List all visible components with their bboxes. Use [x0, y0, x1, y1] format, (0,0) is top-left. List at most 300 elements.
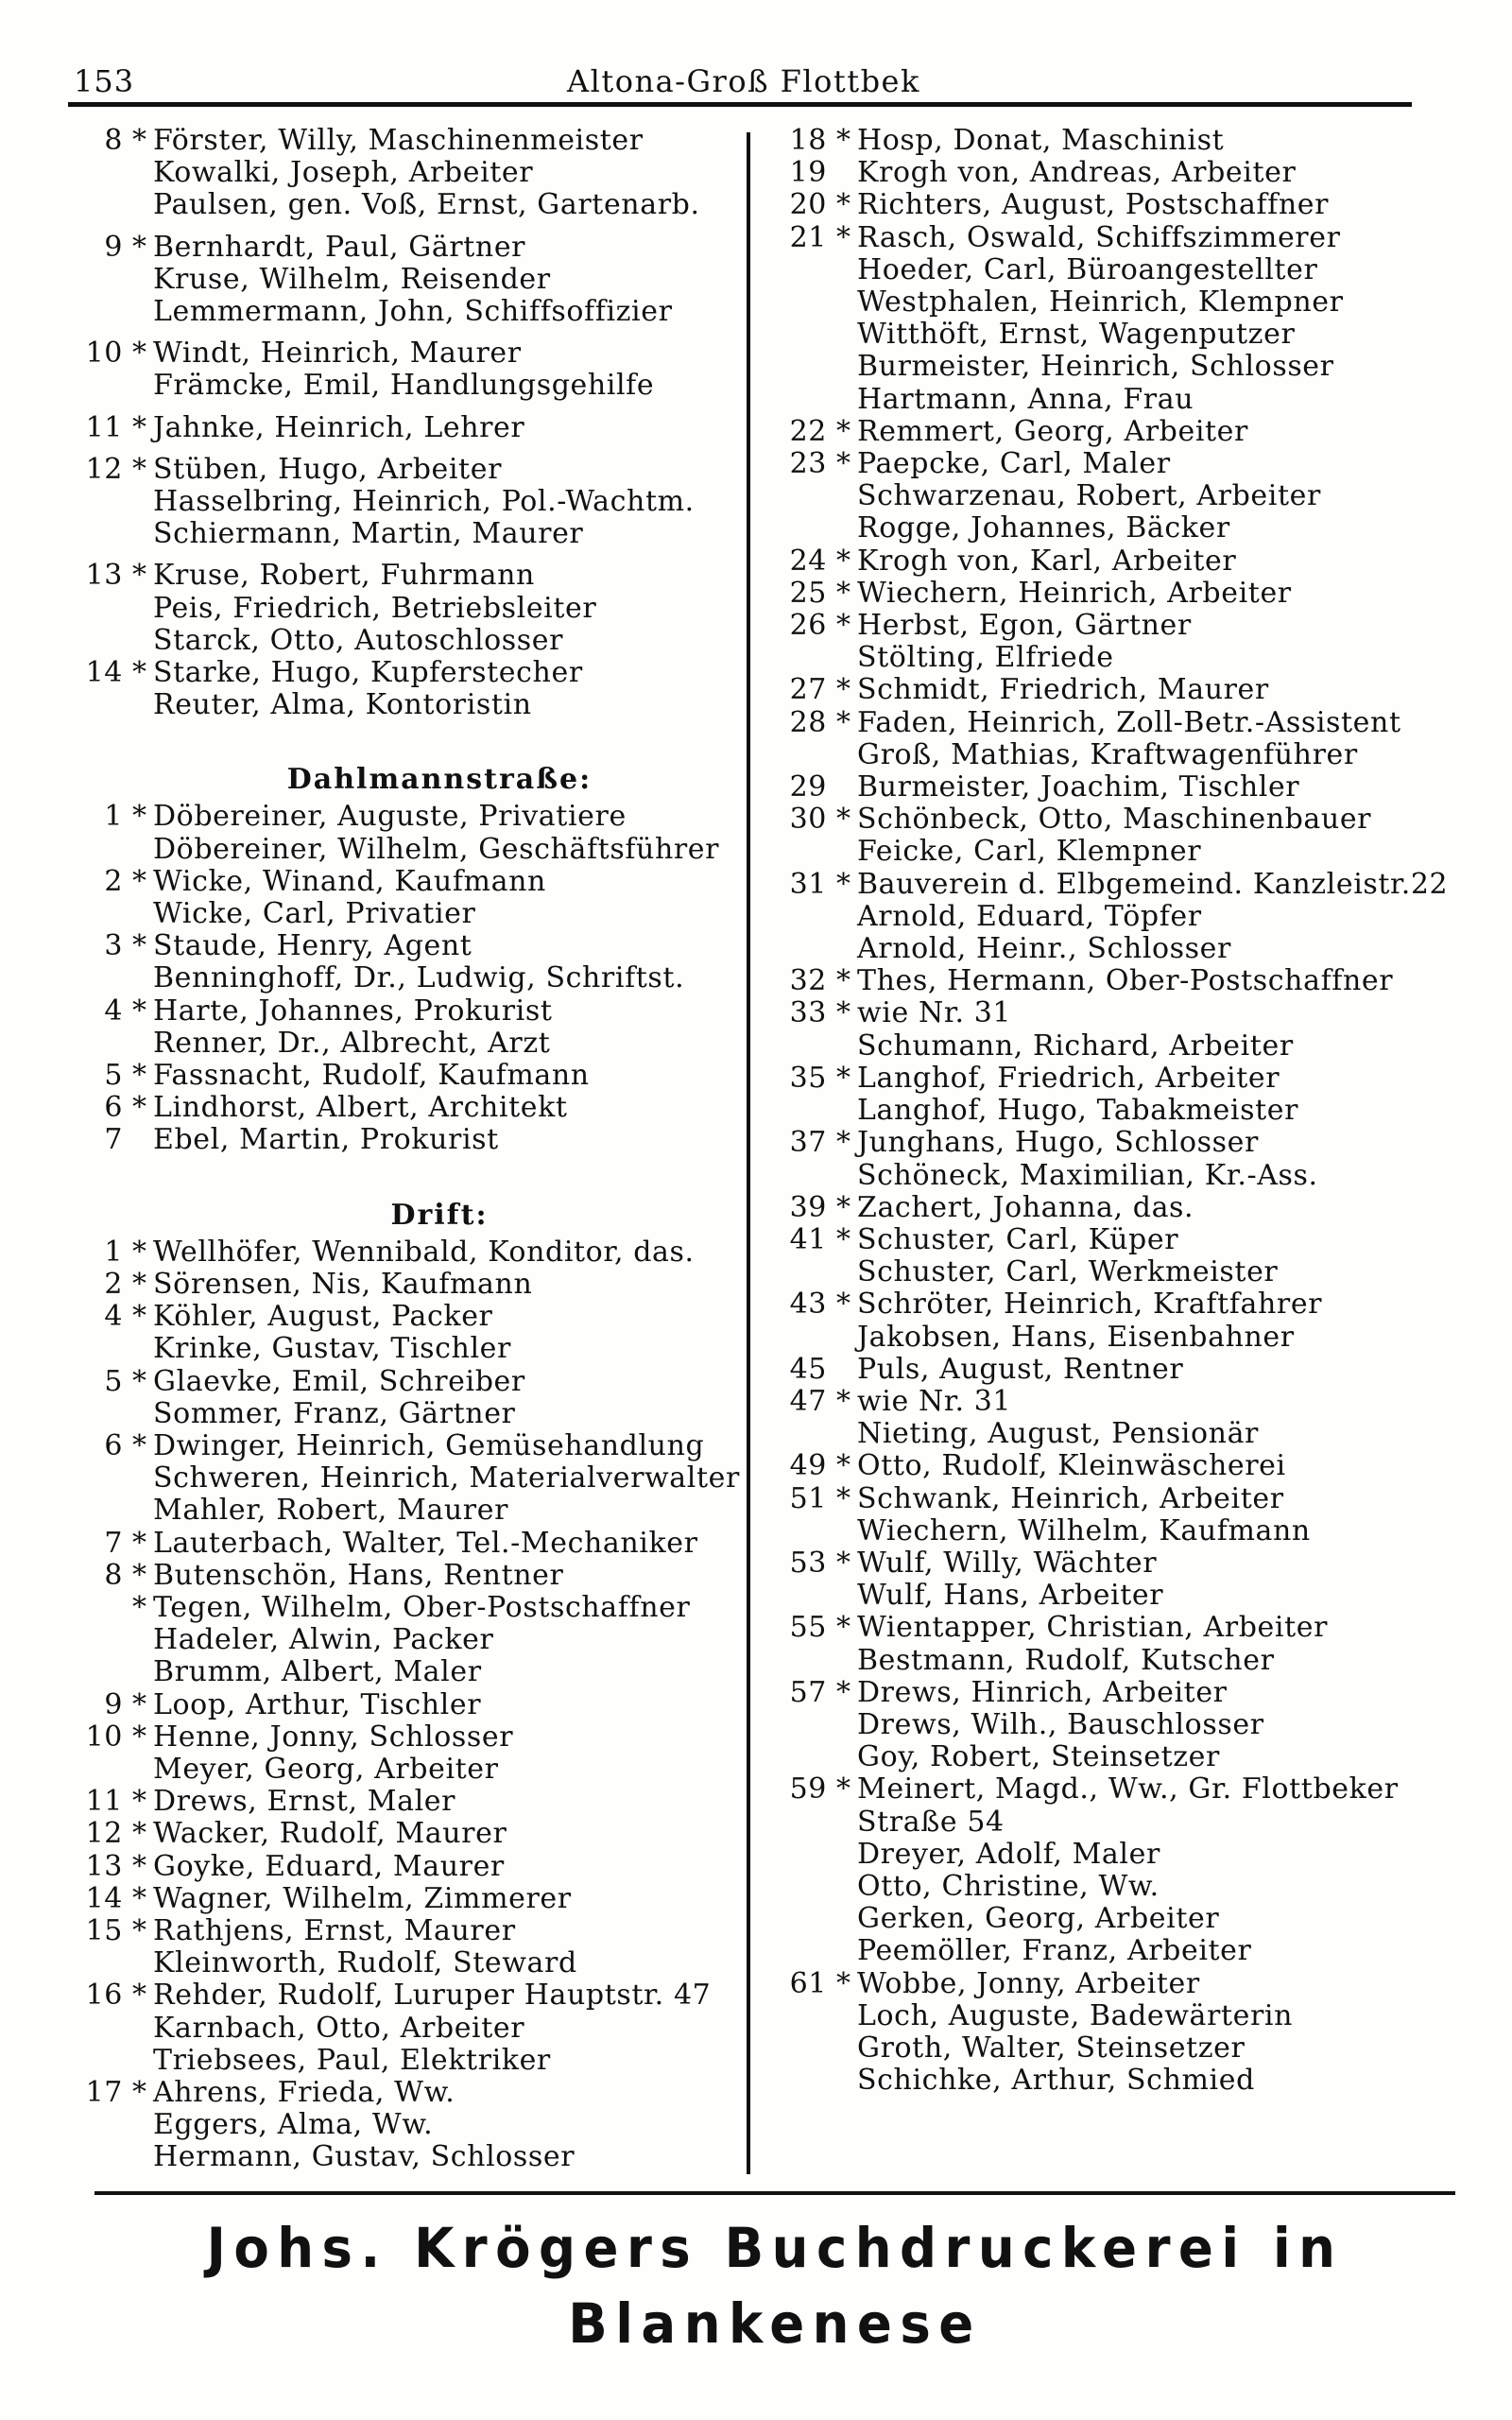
directory-entry	[57, 1462, 747, 1495]
directory-entry	[770, 157, 1446, 189]
owner-marker: *	[836, 1288, 851, 1322]
house-number: 14	[85, 656, 123, 690]
owner-marker: *	[132, 1526, 147, 1560]
owner-marker	[836, 286, 857, 319]
house-number	[57, 834, 132, 866]
resident-name: Paepcke, Carl, Maler	[857, 447, 1171, 481]
directory-entry	[57, 1915, 747, 1947]
house-number	[57, 2109, 132, 2141]
directory-entry	[57, 1656, 747, 1688]
directory-entry	[57, 625, 747, 657]
resident-name: Eggers, Alma, Ww.	[153, 2108, 434, 2142]
directory-entry	[57, 2141, 747, 2173]
resident-name: Wiechern, Wilhelm, Kaufmann	[857, 1513, 1311, 1547]
directory-entry	[57, 1430, 747, 1462]
right-column	[770, 124, 1449, 2098]
house-number	[770, 1095, 836, 1127]
house-number	[57, 189, 132, 221]
owner-marker: *	[132, 1267, 147, 1301]
house-number: 5	[104, 1059, 123, 1093]
owner-marker: *	[132, 656, 147, 690]
directory-entry	[57, 801, 747, 833]
house-number: 57	[789, 1675, 827, 1709]
resident-name: Jahnke, Heinrich, Lehrer	[153, 410, 525, 444]
owner-marker: *	[132, 2075, 147, 2109]
owner-marker: *	[132, 1785, 147, 1819]
house-number: 37	[789, 1126, 827, 1160]
owner-marker	[132, 1947, 153, 1979]
directory-entry	[57, 232, 747, 264]
owner-marker	[836, 1645, 857, 1677]
owner-marker	[836, 1871, 857, 1903]
directory-entry	[770, 867, 1449, 901]
resident-name: Lemmermann, John, Schiffsoffizier	[153, 295, 673, 329]
house-number: 49	[789, 1449, 827, 1483]
owner-marker	[132, 1124, 153, 1156]
resident-name: Lindhorst, Albert, Architekt	[153, 1091, 568, 1125]
house-number	[770, 1515, 836, 1547]
directory-entry	[57, 454, 747, 486]
house-number	[770, 642, 836, 674]
house-number: 32	[789, 964, 827, 998]
house-number	[57, 264, 132, 296]
house-number: 53	[789, 1546, 827, 1580]
directory-entry	[770, 222, 1446, 254]
directory-entry	[770, 997, 1446, 1029]
directory-entry	[770, 1030, 1446, 1063]
directory-entry	[770, 1095, 1446, 1127]
directory-entry	[770, 1968, 1446, 2000]
resident-name: Krogh von, Andreas, Arbeiter	[857, 156, 1297, 190]
house-number	[57, 2045, 132, 2077]
owner-marker	[132, 1754, 153, 1786]
owner-marker	[836, 480, 857, 512]
resident-name: Schmidt, Friedrich, Maurer	[857, 673, 1269, 707]
owner-marker: *	[132, 1235, 147, 1269]
directory-entry	[770, 545, 1446, 578]
house-number: 20	[789, 188, 827, 222]
spacer	[57, 721, 747, 759]
directory-entry	[770, 1612, 1446, 1644]
owner-marker: *	[132, 337, 147, 371]
directory-entry	[57, 2045, 747, 2077]
owner-marker	[836, 933, 857, 965]
house-number	[57, 625, 132, 657]
owner-marker	[836, 384, 857, 416]
directory-entry	[770, 189, 1446, 221]
owner-marker: *	[132, 1817, 147, 1851]
directory-entry	[770, 2000, 1446, 2032]
house-number	[57, 1592, 132, 1624]
owner-marker	[836, 836, 857, 868]
owner-marker: *	[836, 414, 851, 448]
owner-marker	[836, 1741, 857, 1773]
house-number: 24	[789, 544, 827, 578]
house-number: 6	[104, 1428, 123, 1462]
directory-entry	[770, 286, 1446, 319]
directory-entry	[770, 836, 1446, 868]
directory-entry	[57, 1851, 747, 1883]
house-number	[57, 898, 132, 930]
directory-entry	[770, 1224, 1446, 1256]
resident-name: Schwarzenau, Robert, Arbeiter	[857, 479, 1321, 513]
house-number	[57, 1624, 132, 1656]
house-number	[57, 1398, 132, 1430]
owner-marker: *	[132, 1687, 147, 1721]
house-number: 26	[789, 609, 827, 643]
house-number	[770, 384, 836, 416]
resident-name: wie Nr. 31	[857, 1384, 1012, 1418]
directory-entry	[57, 1236, 747, 1269]
resident-name: Schichke, Arthur, Schmied	[857, 2064, 1255, 2098]
directory-entry	[57, 898, 747, 930]
directory-entry	[57, 1495, 747, 1527]
directory-entry	[770, 1580, 1446, 1612]
owner-marker: *	[836, 609, 851, 643]
owner-marker	[836, 1354, 857, 1386]
house-number: 13	[85, 559, 123, 593]
directory-entry	[770, 512, 1446, 544]
directory-entry	[57, 930, 747, 962]
directory-entry	[770, 1354, 1446, 1386]
owner-marker: *	[132, 1300, 147, 1334]
directory-entry	[770, 1288, 1446, 1321]
directory-entry	[770, 1677, 1446, 1709]
resident-name: Schweren, Heinrich, Materialverwalter	[153, 1461, 740, 1495]
resident-name: Goy, Robert, Steinsetzer	[857, 1740, 1220, 1774]
house-number: 15	[85, 1913, 123, 1947]
house-number: 11	[85, 410, 123, 444]
owner-marker: *	[836, 1772, 851, 1806]
directory-entry	[57, 995, 747, 1028]
directory-entry	[57, 2109, 747, 2141]
house-number	[770, 512, 836, 544]
owner-marker	[836, 1709, 857, 1741]
house-number	[770, 286, 836, 319]
directory-entry	[57, 1366, 747, 1398]
owner-marker: *	[836, 220, 851, 254]
resident-name: Sörensen, Nis, Kaufmann	[153, 1267, 533, 1301]
directory-entry	[57, 1092, 747, 1124]
house-number: 9	[104, 230, 123, 264]
directory-entry	[770, 1773, 1446, 1806]
resident-name: Starck, Otto, Autoschlosser	[153, 623, 564, 657]
owner-marker	[132, 1028, 153, 1060]
owner-marker: *	[132, 1881, 147, 1915]
owner-marker: *	[836, 1966, 851, 2000]
owner-marker	[132, 264, 153, 296]
resident-name: Wientapper, Christian, Arbeiter	[857, 1611, 1329, 1645]
resident-name: Goyke, Eduard, Maurer	[153, 1849, 505, 1883]
owner-marker: *	[132, 230, 147, 264]
house-number: 11	[85, 1785, 123, 1819]
house-number	[57, 1754, 132, 1786]
resident-name: Renner, Dr., Albrecht, Arzt	[153, 1026, 551, 1060]
owner-marker	[132, 1656, 153, 1688]
owner-marker	[132, 1624, 153, 1656]
directory-entry	[770, 1806, 1446, 1839]
house-number: 25	[789, 576, 827, 610]
house-number	[57, 1656, 132, 1688]
owner-marker	[132, 486, 153, 518]
resident-name: Kowalki, Joseph, Arbeiter	[153, 156, 534, 190]
resident-name: Schumann, Richard, Arbeiter	[857, 1028, 1294, 1063]
resident-name: Dreyer, Adolf, Maler	[857, 1837, 1160, 1871]
house-number: 28	[789, 705, 827, 739]
house-number: 7	[104, 1526, 123, 1560]
resident-name: Schönbeck, Otto, Maschinenbauer	[857, 803, 1372, 837]
house-number	[770, 254, 836, 286]
house-number: 18	[789, 124, 827, 157]
directory-entry	[57, 157, 747, 189]
directory-entry	[770, 1386, 1446, 1418]
house-number: 35	[789, 1061, 827, 1095]
house-number: 21	[789, 220, 827, 254]
resident-name: Wicke, Carl, Privatier	[153, 897, 476, 931]
directory-entry	[770, 1871, 1446, 1903]
house-number: 10	[85, 1720, 123, 1754]
house-number	[57, 518, 132, 550]
street-heading: Dahlmannstraße:	[286, 763, 593, 797]
directory-entry	[57, 1124, 747, 1156]
resident-name: Thes, Hermann, Ober-Postschaffner	[857, 964, 1394, 998]
resident-name: Bernhardt, Paul, Gärtner	[153, 230, 526, 264]
resident-name: Puls, August, Rentner	[857, 1352, 1184, 1386]
directory-entry	[770, 1256, 1446, 1288]
resident-name: Rehder, Rudolf, Luruper Hauptstr. 47	[153, 1979, 712, 2013]
house-number: 2	[104, 1267, 123, 1301]
owner-marker: *	[132, 1558, 147, 1592]
header-rule	[68, 102, 1412, 107]
house-number	[57, 593, 132, 625]
owner-marker: *	[836, 996, 851, 1030]
resident-name: Bauverein d. Elbgemeind. Kanzleistr.22	[857, 867, 1449, 901]
directory-entry	[770, 1547, 1446, 1580]
street-heading: Drift:	[390, 1198, 489, 1232]
owner-marker	[132, 296, 153, 328]
house-number: 30	[789, 803, 827, 837]
resident-name: Drews, Ernst, Maler	[153, 1785, 456, 1819]
resident-name: Feicke, Carl, Klempner	[857, 835, 1202, 869]
owner-marker: *	[836, 1061, 851, 1095]
resident-name: Schöneck, Maximilian, Kr.-Ass.	[857, 1158, 1318, 1192]
resident-name: Drews, Wilh., Bauschlosser	[857, 1707, 1264, 1741]
owner-marker	[132, 898, 153, 930]
resident-name: Köhler, August, Packer	[153, 1300, 493, 1334]
house-number: 31	[789, 867, 827, 901]
resident-name: Hartmann, Anna, Frau	[857, 382, 1194, 416]
directory-entry	[57, 1592, 747, 1624]
owner-marker: *	[132, 1590, 147, 1624]
page-number: 153	[74, 63, 135, 99]
resident-name: Wicke, Winand, Kaufmann	[153, 864, 546, 898]
resident-name: Peis, Friedrich, Betriebsleiter	[153, 591, 597, 625]
house-number: 23	[789, 447, 827, 481]
house-number	[770, 1935, 836, 1967]
resident-name: Wobbe, Jonny, Arbeiter	[857, 1966, 1200, 2000]
house-number: 12	[85, 452, 123, 486]
house-number: 13	[85, 1849, 123, 1883]
directory-entry	[770, 480, 1446, 512]
directory-entry	[770, 1903, 1446, 1935]
resident-name: Faden, Heinrich, Zoll-Betr.-Assistent	[857, 705, 1401, 739]
house-number	[57, 2013, 132, 2045]
house-number: 55	[789, 1611, 827, 1645]
owner-marker	[836, 1515, 857, 1547]
directory-entry	[770, 610, 1446, 642]
directory-entry	[57, 689, 747, 721]
house-number: 47	[789, 1384, 827, 1418]
resident-name: Kleinworth, Rudolf, Steward	[153, 1946, 577, 1980]
owner-marker	[836, 2032, 857, 2065]
house-number: 22	[789, 414, 827, 448]
directory-entry	[770, 351, 1446, 383]
resident-name: Wulf, Hans, Arbeiter	[857, 1579, 1164, 1613]
directory-entry	[57, 1979, 747, 2012]
directory-entry	[57, 1560, 747, 1592]
house-number	[57, 370, 132, 402]
house-number: 45	[789, 1352, 827, 1386]
directory-entry	[770, 1160, 1446, 1192]
house-number	[57, 157, 132, 189]
owner-marker: *	[132, 410, 147, 444]
owner-marker	[132, 370, 153, 402]
owner-marker: *	[836, 867, 851, 901]
resident-name: Hoeder, Carl, Büroangestellter	[857, 252, 1318, 286]
owner-marker	[836, 1095, 857, 1127]
column-divider	[747, 132, 750, 2174]
resident-name: Schröter, Heinrich, Kraftfahrer	[857, 1288, 1323, 1322]
owner-marker: *	[836, 1449, 851, 1483]
owner-marker	[836, 351, 857, 383]
resident-name: Burmeister, Heinrich, Schlosser	[857, 350, 1334, 384]
resident-name: Ahrens, Frieda, Ww.	[153, 2075, 455, 2109]
house-number	[57, 1028, 132, 1060]
owner-marker	[132, 2045, 153, 2077]
directory-entry	[770, 1192, 1446, 1224]
house-number	[770, 901, 836, 933]
house-number	[57, 296, 132, 328]
owner-marker: *	[132, 1720, 147, 1754]
resident-name: Rogge, Johannes, Bäcker	[857, 511, 1230, 545]
owner-marker: *	[836, 1190, 851, 1224]
house-number	[57, 1462, 132, 1495]
resident-name: Staude, Henry, Agent	[153, 929, 472, 963]
resident-name: Hadeler, Alwin, Packer	[153, 1623, 494, 1657]
owner-marker: *	[836, 964, 851, 998]
resident-name: Westphalen, Heinrich, Klempner	[857, 285, 1344, 320]
resident-name: Junghans, Hugo, Schlosser	[857, 1126, 1259, 1160]
owner-marker	[132, 518, 153, 550]
directory-entry	[57, 412, 747, 444]
directory-entry	[770, 642, 1446, 674]
directory-entry	[770, 1418, 1446, 1450]
directory-entry	[57, 264, 747, 296]
directory-entry	[57, 1689, 747, 1721]
owner-marker: *	[836, 576, 851, 610]
owner-marker	[132, 593, 153, 625]
directory-entry	[57, 1754, 747, 1786]
owner-marker	[132, 1333, 153, 1365]
house-number: 6	[104, 1091, 123, 1125]
house-number	[57, 689, 132, 721]
house-number	[770, 739, 836, 771]
resident-name: Förster, Willy, Maschinenmeister	[153, 124, 644, 157]
house-number	[770, 1806, 836, 1839]
house-number	[770, 1709, 836, 1741]
owner-marker	[132, 157, 153, 189]
directory-entry	[57, 1301, 747, 1333]
house-number	[57, 962, 132, 994]
owner-marker: *	[836, 705, 851, 739]
house-number	[770, 2000, 836, 2032]
house-number: 14	[85, 1881, 123, 1915]
directory-entry	[770, 125, 1446, 157]
resident-name: Jakobsen, Hans, Eisenbahner	[857, 1320, 1295, 1354]
resident-name: Richters, August, Postschaffner	[857, 188, 1330, 222]
resident-name: Groß, Mathias, Kraftwagenführer	[857, 737, 1358, 771]
directory-entry	[57, 370, 747, 402]
directory-entry	[57, 1947, 747, 1979]
resident-name: Stüben, Hugo, Arbeiter	[153, 452, 503, 486]
owner-marker	[132, 1495, 153, 1527]
resident-name: Rathjens, Ernst, Maurer	[153, 1913, 516, 1947]
owner-marker	[836, 1322, 857, 1354]
owner-marker	[132, 1462, 153, 1495]
resident-name: Witthöft, Ernst, Wagenputzer	[857, 318, 1296, 352]
resident-name: Karnbach, Otto, Arbeiter	[153, 2011, 525, 2045]
owner-marker: *	[836, 1611, 851, 1645]
owner-marker: *	[132, 1059, 147, 1093]
resident-name: Meinert, Magd., Ww., Gr. Flottbeker	[857, 1772, 1399, 1806]
owner-marker: *	[836, 188, 851, 222]
owner-marker	[836, 2065, 857, 2097]
resident-name: Loch, Auguste, Badewärterin	[857, 1998, 1294, 2032]
resident-name: Dwinger, Heinrich, Gemüsehandlung	[153, 1428, 705, 1462]
owner-marker: *	[836, 803, 851, 837]
house-number: 4	[104, 994, 123, 1028]
resident-name: Kruse, Wilhelm, Reisender	[153, 262, 551, 296]
resident-name: Hosp, Donat, Maschinist	[857, 124, 1225, 157]
owner-marker: *	[132, 994, 147, 1028]
resident-name: Benninghoff, Dr., Ludwig, Schriftst.	[153, 961, 685, 995]
resident-name: Starke, Hugo, Kupferstecher	[153, 656, 583, 690]
directory-entry	[57, 518, 747, 550]
directory-entry	[770, 1127, 1446, 1159]
resident-name: Peemöller, Franz, Arbeiter	[857, 1934, 1252, 1968]
resident-name: Langhof, Hugo, Tabakmeister	[857, 1094, 1299, 1128]
directory-entry	[770, 1935, 1446, 1967]
directory-entry	[770, 1450, 1446, 1482]
resident-name: Schuster, Carl, Küper	[857, 1222, 1179, 1256]
owner-marker	[836, 771, 857, 804]
directory-entry	[770, 1741, 1446, 1773]
owner-marker	[836, 1418, 857, 1450]
owner-marker: *	[132, 864, 147, 898]
directory-entry	[770, 674, 1446, 706]
house-number: 8	[104, 1558, 123, 1592]
directory-entry	[770, 2065, 1446, 2097]
house-number	[770, 1645, 836, 1677]
owner-marker: *	[132, 1091, 147, 1125]
house-number: 8	[104, 124, 123, 157]
owner-marker: *	[836, 673, 851, 707]
resident-name: Döbereiner, Wilhelm, Geschäftsführer	[153, 832, 720, 866]
resident-name: Nieting, August, Pensionär	[857, 1417, 1259, 1451]
owner-marker: *	[836, 1481, 851, 1515]
directory-entry	[57, 189, 747, 221]
house-number	[57, 486, 132, 518]
